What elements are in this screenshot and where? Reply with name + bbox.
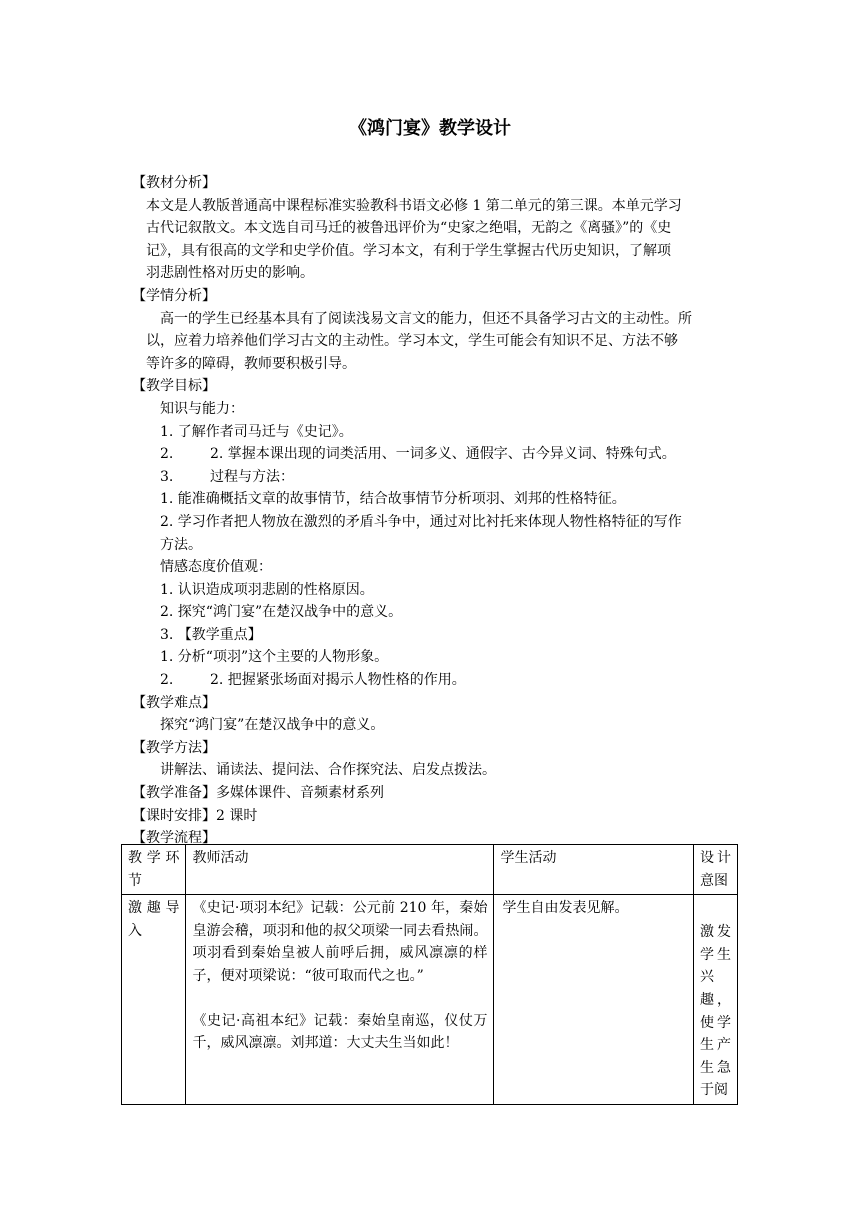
material-line-1: 本文是人教版普通高中课程标准实验教科书语文必修 1 第二单元的第三课。本单元学习 [146,197,682,214]
goal-k1: 1. 了解作者司马迁与《史记》。 [160,423,353,440]
section-heading-method: 【教学方法】 [132,739,216,756]
section-heading-material: 【教材分析】 [132,175,216,191]
row1-intent: 激发学生兴趣，使学生产生急于阅 [693,895,737,1105]
goal-p1: 1. 能准确概括文章的故事情节，结合故事情节分析项羽、刘邦的性格特征。 [160,491,626,508]
row1-student: 学生自由发表见解。 [494,895,694,1105]
goal-f2-num: 2. [160,672,174,689]
header-student: 学生活动 [494,845,694,895]
difficulty-text: 探究“鸿门宴”在楚汉战争中的意义。 [160,717,385,734]
goal-e3: 3. 【教学重点】 [160,626,262,643]
goal-k2-num: 2. [160,446,174,463]
material-line-3: 记》，具有很高的文学和史学价值。学习本文，有利于学生掌握古代历史知识，了解项 [146,242,671,259]
row1-teacher [186,895,494,1105]
method-text: 讲解法、诵读法、提问法、合作探究法、启发点拨法。 [160,762,496,779]
goal-f2-text: 2. 把握紧张场面对揭示人物性格的作用。 [210,672,466,689]
material-line-4: 羽悲剧性格对历史的影响。 [146,265,314,282]
goal-k2 [160,443,742,466]
goal-k3 [160,466,742,489]
section-heading-student: 【学情分析】 [132,287,216,304]
goal-k2-text: 2. 掌握本课出现的词类活用、一词多义、通假字、古今异义词、特殊句式。 [210,446,676,463]
header-stage: 教学环节 [122,845,186,895]
goal-knowledge-label: 知识与能力： [160,400,244,417]
teaching-flow-table [121,844,738,1105]
section-heading-difficulty: 【教学难点】 [132,694,216,711]
goal-e1: 1. 认识造成项羽悲剧的性格原因。 [160,581,374,598]
goal-emotion-label: 情感态度价值观： [160,559,272,576]
row1-teacher-p2: 《史记·高祖本纪》记载：秦始皇南巡，仪仗万千，威风凛凛。刘邦道：大丈夫生当如此！ [192,1012,488,1052]
student-line-1: 高一的学生已经基本具有了阅读浅易文言文的能力，但还不具备学习古文的主动性。所 [160,310,692,327]
header-teacher: 教师活动 [186,845,494,895]
row1-stage: 激趣导入 [122,895,186,1105]
document-body [132,172,742,850]
table-header-row [122,845,738,895]
document-title: 《鸿门宴》教学设计 [349,118,511,139]
goal-k3-num: 3. [160,468,174,485]
header-intent: 设计意图 [693,845,737,895]
goal-f2 [160,669,742,692]
goal-f1: 1. 分析“项羽”这个主要的人物形象。 [160,649,389,666]
prep-line: 【教学准备】多媒体课件、音频素材系列 [132,785,384,802]
goal-e2: 2. 探究“鸿门宴”在楚汉战争中的意义。 [160,604,403,621]
goal-p2b: 方法。 [160,536,202,553]
material-line-2: 古代记叙散文。本文选自司马迁的被鲁迅评价为“史家之绝唱，无韵之《离骚》”的《史 [146,220,672,237]
table-row [122,895,738,1105]
student-line-2: 以，应着力培养他们学习古文的主动性。学习本文，学生可能会有知识不足、方法不够 [146,333,678,350]
row1-teacher-p1: 《史记·项羽本纪》记载：公元前 210 年，秦始皇游会稽，项羽和他的叔父项梁一同去看热闹。项羽看到秦始皇被人前呼后拥，威风凛凛的样子，便对项梁说：“彼可取而代之也。” [192,900,488,984]
section-heading-goals: 【教学目标】 [132,378,216,395]
goal-k3-text: 过程与方法： [210,468,294,485]
section-heading-flow: 【教学流程】 [132,830,216,847]
schedule-line: 【课时安排】2 课时 [132,807,258,824]
student-line-3: 等许多的障碍，教师要积极引导。 [146,355,356,372]
goal-p2a: 2. 学习作者把人物放在激烈的矛盾斗争中，通过对比衬托来体现人物性格特征的写作 [160,513,682,530]
